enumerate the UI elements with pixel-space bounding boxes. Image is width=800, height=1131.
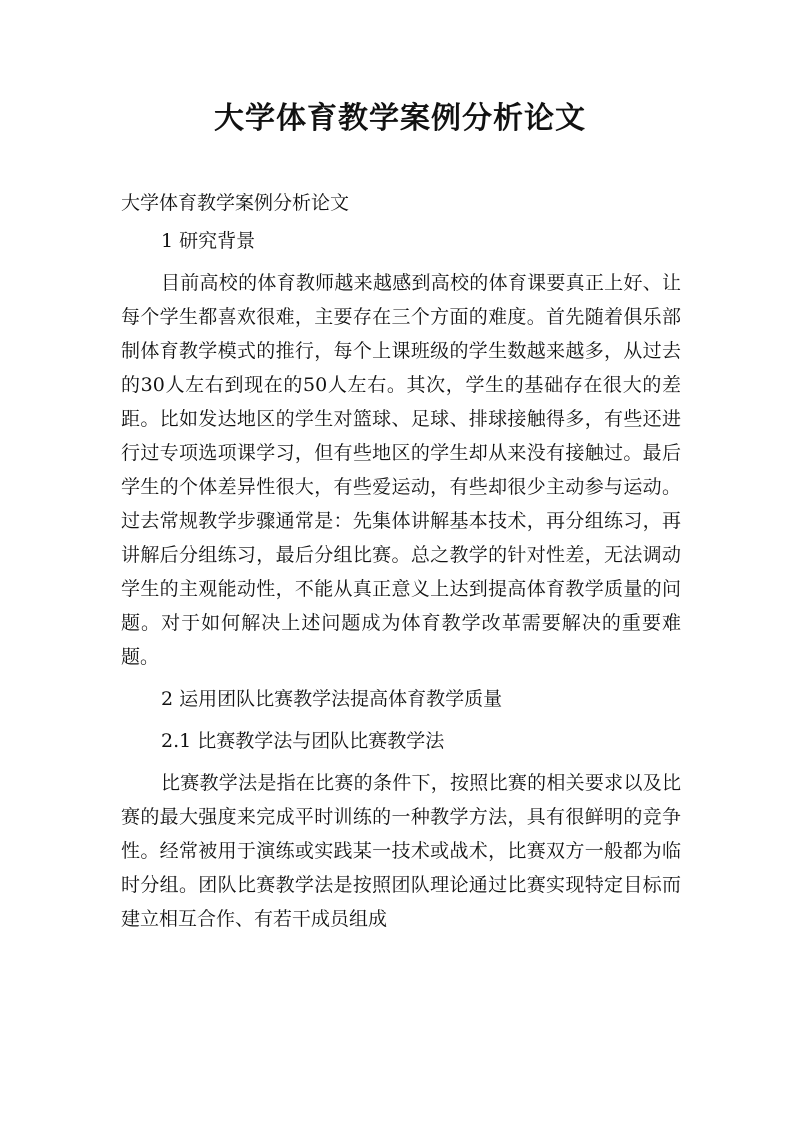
subsection-heading-competition-method: 2.1 比赛教学法与团队比赛教学法 [161,730,445,752]
document-title: 大学体育教学案例分析论文 [214,101,586,136]
section-heading-team-competition-method: 2 运用团队比赛教学法提高体育教学质量 [161,688,503,710]
paragraph-research-background: 目前高校的体育教师越来越感到高校的体育课要真正上好、让每个学生都喜欢很难，主要存在三个方面的难度。首先随着俱乐部制体育教学模式的推行，每个上课班级的学生数越来越多，从过去的30人左右到现在的50人左右。其次，学生的基础存在很大的差距。比如发达地区的学生对篮球、足球、排球接触得多，有些还进行过专项选项课学习，但有些地区的学生却从来没有接触过。最后学生的个体差异性很大，有些爱运动，有些却很少主动参与运动。过去常规教学步骤通常是：先集体讲解基本技术，再分组练习，再讲解后分组练习，最后分组比赛。总之教学的针对性差，无法调动学生的主观能动性，不能从真正意义上达到提高体育教学质量的问题。对于如何解决上述问题成为体育教学改革需要解决的重要难题。 [121,272,681,668]
document-subtitle: 大学体育教学案例分析论文 [121,192,350,214]
section-heading-research-background: 1 研究背景 [161,230,256,252]
document-body [121,186,681,936]
paragraph-competition-method: 比赛教学法是指在比赛的条件下，按照比赛的相关要求以及比赛的最大强度来完成平时训练的一种教学方法，具有很鲜明的竞争性。经常被用于演练或实践某一技术或战术，比赛双方一般都为临时分组。团队比赛教学法是按照团队理论通过比赛实现特定目标而建立相互合作、有若干成员组成 [121,772,681,930]
